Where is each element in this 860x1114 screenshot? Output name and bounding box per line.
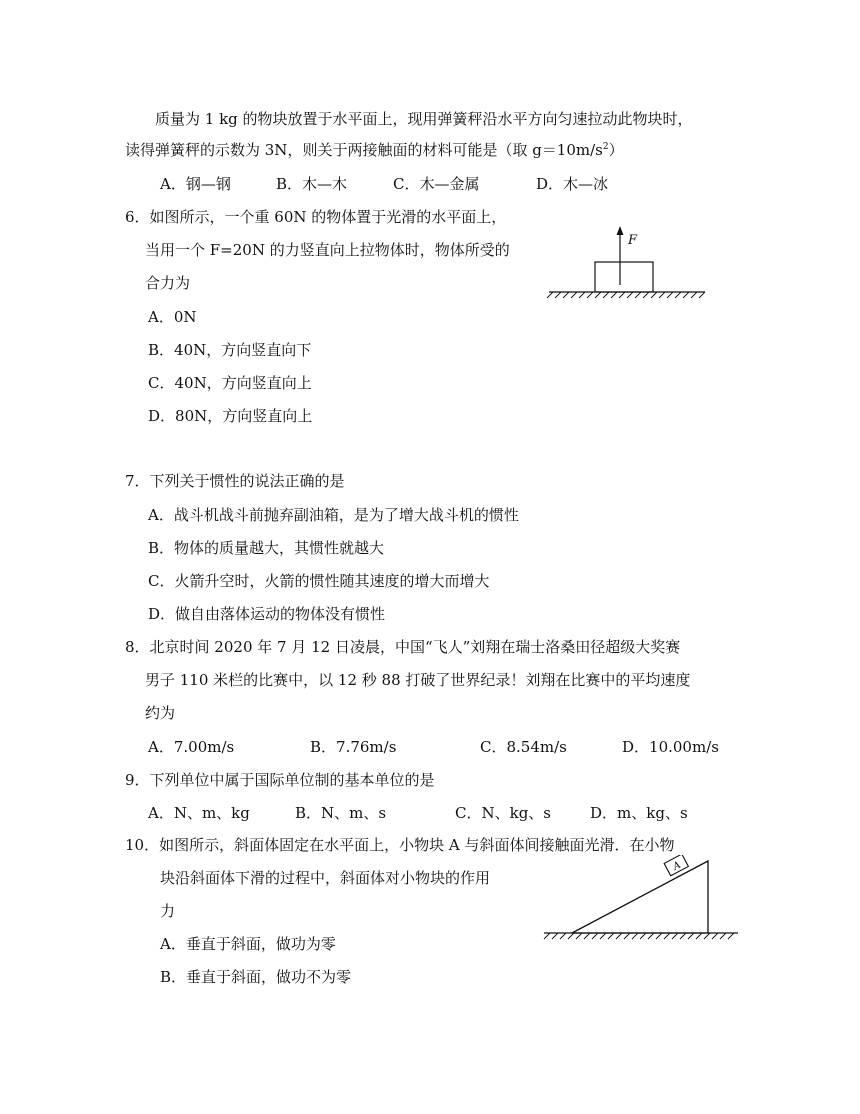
q7-option-c: C．火箭升空时，火箭的惯性随其速度的增大而增大 bbox=[148, 572, 490, 590]
block-label: A bbox=[671, 859, 683, 873]
q6-line2: 当用一个 F=20N 的力竖直向上拉物体时，物体所受的 bbox=[145, 241, 510, 259]
q10-line1: 10．如图所示，斜面体固定在水平面上，小物块 A 与斜面体间接触面光滑．在小物 bbox=[125, 836, 675, 854]
q8-option-b: B．7.76m/s bbox=[310, 738, 397, 756]
q7-option-a: A．战斗机战斗前抛弃副油箱，是为了增大战斗机的惯性 bbox=[148, 506, 519, 524]
q6-figure bbox=[545, 222, 710, 302]
q9-stem: 9．下列单位中属于国际单位制的基本单位的是 bbox=[125, 771, 435, 789]
q7-option-d: D．做自由落体运动的物体没有惯性 bbox=[148, 605, 386, 623]
q10-option-a: A．垂直于斜面，做功为零 bbox=[160, 935, 336, 953]
q6-line1: 6．如图所示，一个重 60N 的物体置于光滑的水平面上， bbox=[125, 208, 507, 226]
q5-option-d: D．木—冰 bbox=[536, 175, 609, 193]
q8-option-c: C．8.54m/s bbox=[480, 738, 567, 756]
q5-line2-sup: 2 bbox=[602, 142, 609, 152]
q5-line2-prefix: 读得弹簧秤的示数为 3N，则关于两接触面的材料可能是（取 g＝10m/s bbox=[125, 141, 603, 159]
q8-line3: 约为 bbox=[145, 704, 176, 722]
q8-line2: 男子 110 米栏的比赛中，以 12 秒 88 打破了世界纪录！刘翔在比赛中的平均速度 bbox=[145, 671, 691, 689]
q5-line1: 质量为 1 kg 的物块放置于水平面上，现用弹簧秤沿水平方向匀速拉动此物块时， bbox=[155, 110, 693, 128]
q6-line3: 合力为 bbox=[145, 274, 191, 292]
q8-option-a: A．7.00m/s bbox=[148, 738, 235, 756]
q5-option-b: B．木—木 bbox=[276, 175, 348, 193]
q9-option-b: B．N、m、s bbox=[295, 804, 387, 822]
q10-line2: 块沿斜面体下滑的过程中，斜面体对小物块的作用 bbox=[160, 869, 491, 887]
q9-option-d: D．m、kg、s bbox=[590, 804, 688, 822]
q9-option-a: A．N、m、kg bbox=[148, 804, 250, 822]
q6-option-b: B．40N，方向竖直向下 bbox=[148, 341, 312, 359]
q5-line2-suffix: ） bbox=[608, 141, 624, 159]
q9-option-c: C．N、kg、s bbox=[455, 804, 551, 822]
q7-option-b: B．物体的质量越大，其惯性就越大 bbox=[148, 539, 385, 557]
q8-option-d: D．10.00m/s bbox=[622, 738, 719, 756]
q6-option-c: C．40N，方向竖直向上 bbox=[148, 374, 312, 392]
force-label: F bbox=[628, 233, 638, 248]
q5-option-a: A．钢—钢 bbox=[160, 175, 231, 193]
q7-stem: 7．下列关于惯性的说法正确的是 bbox=[125, 472, 345, 490]
q10-line3: 力 bbox=[160, 902, 176, 920]
q5-option-c: C．木—金属 bbox=[393, 175, 480, 193]
q6-option-d: D．80N，方向竖直向上 bbox=[148, 407, 313, 425]
q5-line2 bbox=[125, 143, 624, 158]
q10-option-b: B．垂直于斜面，做功不为零 bbox=[160, 968, 352, 986]
q10-figure bbox=[542, 855, 742, 945]
block-shape bbox=[595, 262, 653, 292]
q8-line1: 8．北京时间 2020 年 7 月 12 日凌晨，中国“飞人”刘翔在瑞士洛桑田径超级大奖赛 bbox=[125, 638, 681, 656]
incline-shape bbox=[572, 861, 708, 933]
force-arrowhead bbox=[617, 226, 624, 235]
q6-option-a: A．0N bbox=[148, 308, 197, 326]
